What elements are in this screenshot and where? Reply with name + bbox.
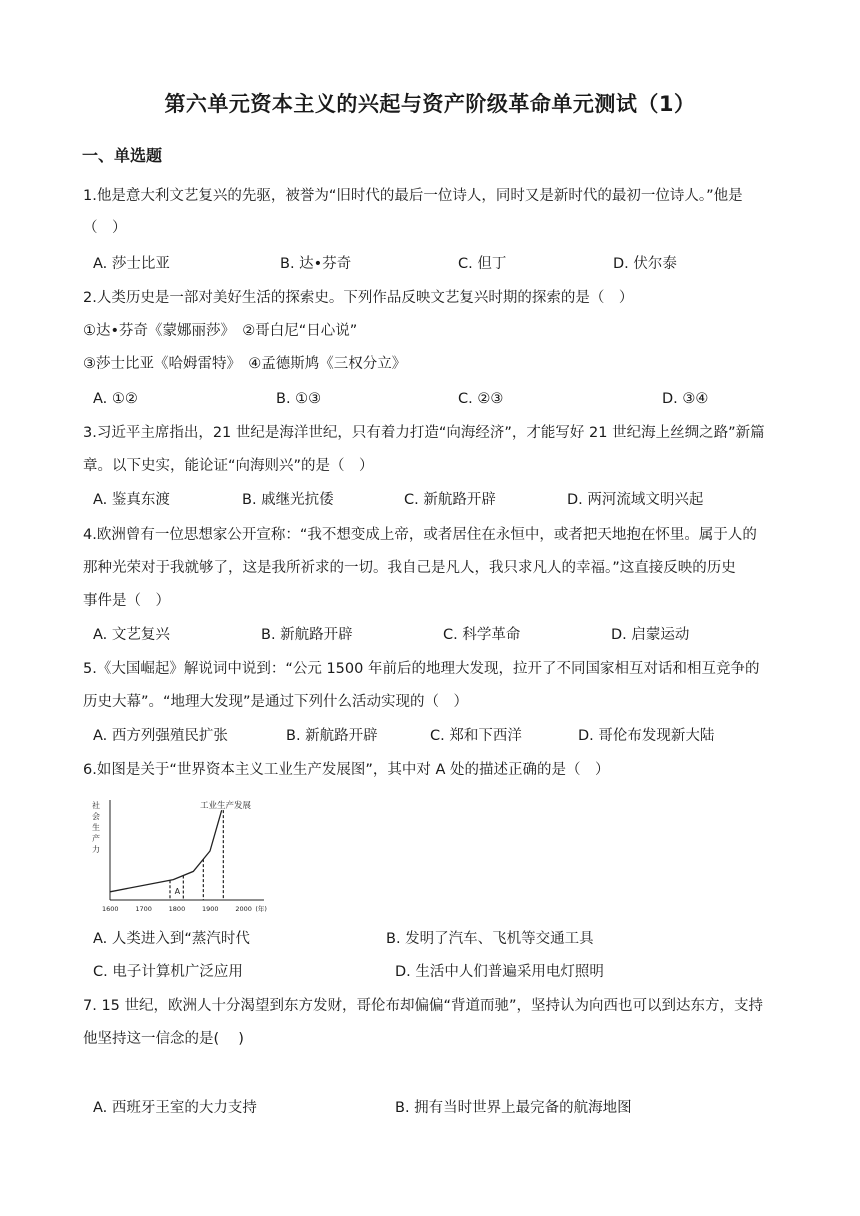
section-heading: 一、单选题	[82, 146, 163, 165]
question-3-text: 3.习近平主席指出，21 世纪是海洋世纪，只有着力打造“向海经济”，才能写好 21 世纪海上丝绸之路”新篇	[83, 425, 765, 441]
question-1-text: （ ）	[83, 220, 127, 236]
question-3-option-a: A. 鉴真东渡	[93, 492, 170, 508]
chart-y-label	[92, 800, 100, 854]
question-6-text: 6.如图是关于“世界资本主义工业生产发展图”，其中对 A 处的描述正确的是（ ）	[83, 762, 610, 778]
question-1-option-b: B. 达•芬奇	[280, 256, 352, 272]
question-2-text: ③莎士比亚《哈姆雷特》 ④孟德斯鸠《三权分立》	[83, 356, 407, 372]
chart-y-label-char: 力	[92, 845, 100, 854]
question-1-option-d: D. 伏尔泰	[613, 256, 677, 272]
question-4-text: 那种光荣对于我就够了，这是我所祈求的一切。我自己是凡人，我只求凡人的幸福。”这直接反映的历史	[83, 560, 736, 576]
question-1-text: 1.他是意大利文艺复兴的先驱，被誉为“旧时代的最后一位诗人，同时又是新时代的最初一位诗人。”他是	[83, 188, 743, 204]
question-7-option-a: A. 西班牙王室的大力支持	[93, 1100, 257, 1116]
question-6-option-b: B. 发明了汽车、飞机等交通工具	[386, 931, 594, 947]
question-4-text: 事件是（ ）	[83, 593, 170, 609]
chart-x-label: (年)	[255, 905, 267, 913]
question-4-option-a: A. 文艺复兴	[93, 627, 170, 643]
question-6-option-d: D. 生活中人们普遍采用电灯照明	[395, 964, 604, 980]
question-4-text: 4.欧洲曾有一位思想家公开宣称：“我不想变成上帝，或者居住在永恒中，或者把天地抱在怀里。属于人的	[83, 527, 757, 543]
chart-y-label-char: 社	[92, 801, 100, 810]
question-3-option-b: B. 戚继光抗倭	[242, 492, 334, 508]
chart-x-tick-1800: 1800	[168, 905, 186, 913]
chart-x-tick-1900: 1900	[202, 905, 219, 913]
question-5-option-b: B. 新航路开辟	[286, 728, 378, 744]
chart-x-tick-1700: 1700	[135, 905, 152, 913]
question-2-option-d: D. ③④	[662, 391, 709, 407]
question-2-option-a: A. ①②	[93, 391, 138, 407]
chart-x-tick-2000: 2000	[235, 905, 252, 913]
chart-x-ticks	[102, 904, 267, 913]
question-2-text: ①达•芬奇《蒙娜丽莎》 ②哥白尼“日心说”	[83, 323, 358, 339]
question-2-option-b: B. ①③	[276, 391, 322, 407]
question-5-option-c: C. 郑和下西洋	[430, 728, 522, 744]
chart-y-label-char: 会	[92, 812, 100, 821]
question-5-option-d: D. 哥伦布发现新大陆	[578, 728, 715, 744]
question-1-option-c: C. 但丁	[458, 256, 507, 272]
question-3-option-d: D. 两河流域文明兴起	[567, 492, 704, 508]
question-7-option-b: B. 拥有当时世界上最完备的航海地图	[395, 1100, 632, 1116]
question-3-option-c: C. 新航路开辟	[404, 492, 496, 508]
question-7-text: 他坚持这一信念的是( )	[83, 1031, 244, 1047]
chart-title: 工业生产发展	[200, 801, 252, 811]
chart-marker-label: A	[174, 887, 181, 896]
chart-y-label-char: 产	[92, 834, 100, 843]
question-4-option-c: C. 科学革命	[443, 627, 521, 643]
chart-y-label-char: 生	[92, 823, 100, 832]
question-3-text: 章。以下史实，能论证“向海则兴”的是（ ）	[83, 458, 374, 474]
question-1-option-a: A. 莎士比亚	[93, 256, 170, 272]
question-2-text: 2.人类历史是一部对美好生活的探索史。下列作品反映文艺复兴时期的探索的是（ ）	[83, 290, 634, 306]
industrial-production-chart	[88, 796, 268, 918]
question-5-text: 5.《大国崛起》解说词中说到：“公元 1500 年前后的地理大发现，拉开了不同国家相互对话和相互竞争的	[83, 661, 760, 677]
question-7-text: 7. 15 世纪，欧洲人十分渴望到东方发财，哥伦布却偏偏“背道而驰”，坚持认为向西也可以到达东方，支持	[83, 998, 764, 1014]
question-5-text: 历史大幕”。“地理大发现”是通过下列什么活动实现的（ ）	[83, 694, 469, 710]
page-title: 第六单元资本主义的兴起与资产阶级革命单元测试（1）	[164, 92, 696, 116]
question-2-option-c: C. ②③	[458, 391, 504, 407]
question-5-option-a: A. 西方列强殖民扩张	[93, 728, 228, 744]
chart-axes	[110, 800, 264, 900]
question-4-option-d: D. 启蒙运动	[611, 627, 690, 643]
question-6-option-c: C. 电子计算机广泛应用	[93, 964, 243, 980]
question-6-option-a: A. 人类进入到“蒸汽时代	[93, 931, 250, 947]
chart-x-tick-1600: 1600	[102, 905, 119, 913]
chart-series-line	[110, 810, 222, 892]
question-4-option-b: B. 新航路开辟	[261, 627, 353, 643]
